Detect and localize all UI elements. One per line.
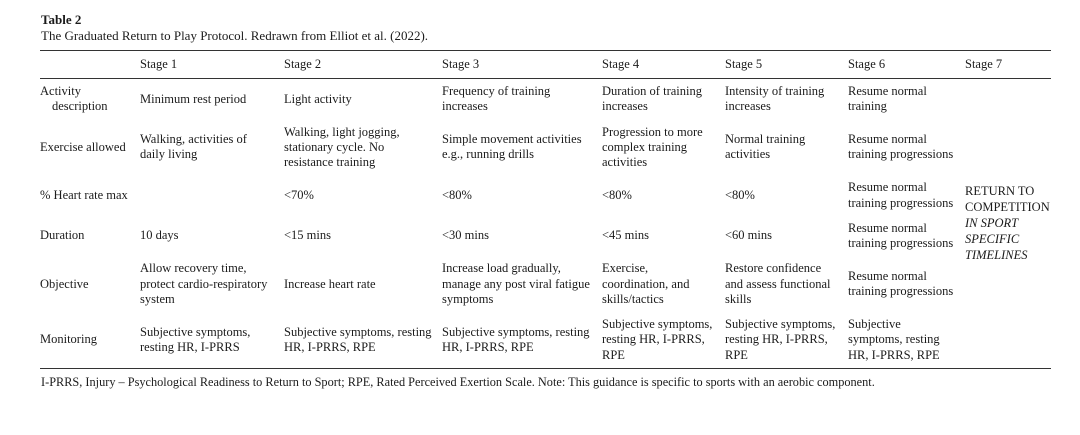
stage7-timelines-text: IN SPORT SPECIFIC TIMELINES	[965, 216, 1028, 263]
table-cell: Progression to more complex training activities	[602, 124, 703, 169]
table-cell: Subjective symptoms, resting HR, I-PRRS, RPE	[442, 324, 590, 354]
table-cell: Subjective symptoms, resting HR, I-PRRS, RPE	[848, 317, 940, 362]
table-cell: Resume normal training progressions	[848, 180, 954, 210]
table-cell: Subjective symptoms, resting HR, I-PRRS, RPE	[284, 324, 432, 354]
table-cell: Subjective symptoms, resting HR, I-PRRS, RPE	[725, 317, 836, 362]
table-label: Table 2	[41, 12, 82, 27]
table-cell: <15 mins	[284, 228, 331, 243]
table-footnote: I-PRRS, Injury – Psychological Readiness to Return to Sport; RPE, Rated Perceived Exertion Scale. Note: This guidance is specific to sports with an aerobic component.	[41, 374, 875, 389]
table-cell: Simple movement activities e.g., running drills	[442, 132, 582, 162]
table-cell: <30 mins	[442, 228, 489, 243]
column-header-stage5: Stage 5	[725, 51, 848, 79]
table-cell: Walking, light jogging, stationary cycle. No resistance training	[284, 124, 400, 169]
column-header-stage4: Stage 4	[602, 51, 725, 79]
row-label: % Heart rate max	[40, 187, 128, 202]
table-cell	[140, 175, 284, 216]
table-row-objective	[40, 256, 1051, 312]
row-label: Exercise allowed	[40, 139, 126, 154]
row-label: Objective	[40, 276, 89, 291]
table-cell: Intensity of training increases	[725, 84, 825, 114]
table-cell: Resume normal training	[848, 84, 927, 114]
table-cell: <80%	[725, 187, 755, 202]
row-label: Activity description	[40, 84, 108, 114]
table-cell: Duration of training increases	[602, 84, 702, 114]
column-header-stage3: Stage 3	[442, 51, 602, 79]
table-cell: Resume normal training progressions	[848, 132, 954, 162]
table-cell: <80%	[602, 187, 632, 202]
table-cell: <80%	[442, 187, 472, 202]
table-cell: Allow recovery time, protect cardio-respiratory system	[140, 261, 268, 306]
column-header-stage1: Stage 1	[140, 51, 284, 79]
table-cell: <70%	[284, 187, 314, 202]
stage7-return-text: RETURN TO COMPETITION	[965, 184, 1050, 215]
table-cell: Resume normal training progressions	[848, 268, 954, 299]
protocol-table	[40, 50, 1051, 369]
table-cell: Increase load gradually, manage any post viral fatigue symptoms	[442, 261, 590, 306]
column-header-rowlabels	[40, 51, 140, 79]
table-cell: Exercise, coordination, and skills/tactics	[602, 261, 690, 306]
table-cell: Restore confidence and assess functional skills	[725, 261, 831, 306]
table-row-exercise-allowed	[40, 120, 1051, 176]
table-row-activity-description	[40, 79, 1051, 120]
table-cell: <60 mins	[725, 228, 772, 243]
table-cell: Increase heart rate	[284, 276, 376, 291]
column-header-stage6: Stage 6	[848, 51, 965, 79]
table-row-heart-rate-max	[40, 175, 1051, 216]
table-row-duration	[40, 216, 1051, 257]
table-cell: Resume normal training progressions	[848, 220, 954, 250]
table-cell-stage7-merged	[965, 79, 1051, 369]
table-cell: Subjective symptoms, resting HR, I-PRRS	[140, 324, 251, 354]
table-caption: The Graduated Return to Play Protocol. Redrawn from Elliot et al. (2022).	[41, 28, 429, 43]
table-cell: Subjective symptoms, resting HR, I-PRRS, RPE	[602, 317, 713, 362]
table-cell: Minimum rest period	[140, 91, 247, 106]
row-label: Duration	[40, 228, 85, 243]
column-header-stage7: Stage 7	[965, 51, 1051, 79]
table-row-monitoring	[40, 312, 1051, 368]
column-header-stage2: Stage 2	[284, 51, 442, 79]
table-cell: 10 days	[140, 228, 179, 243]
header-row	[40, 51, 1051, 79]
row-label: Monitoring	[40, 332, 97, 347]
table-cell: Normal training activities	[725, 132, 806, 162]
table-cell: <45 mins	[602, 228, 649, 243]
table-cell: Frequency of training increases	[442, 84, 551, 114]
table-cell: Walking, activities of daily living	[140, 132, 247, 162]
table-cell: Light activity	[284, 91, 352, 106]
